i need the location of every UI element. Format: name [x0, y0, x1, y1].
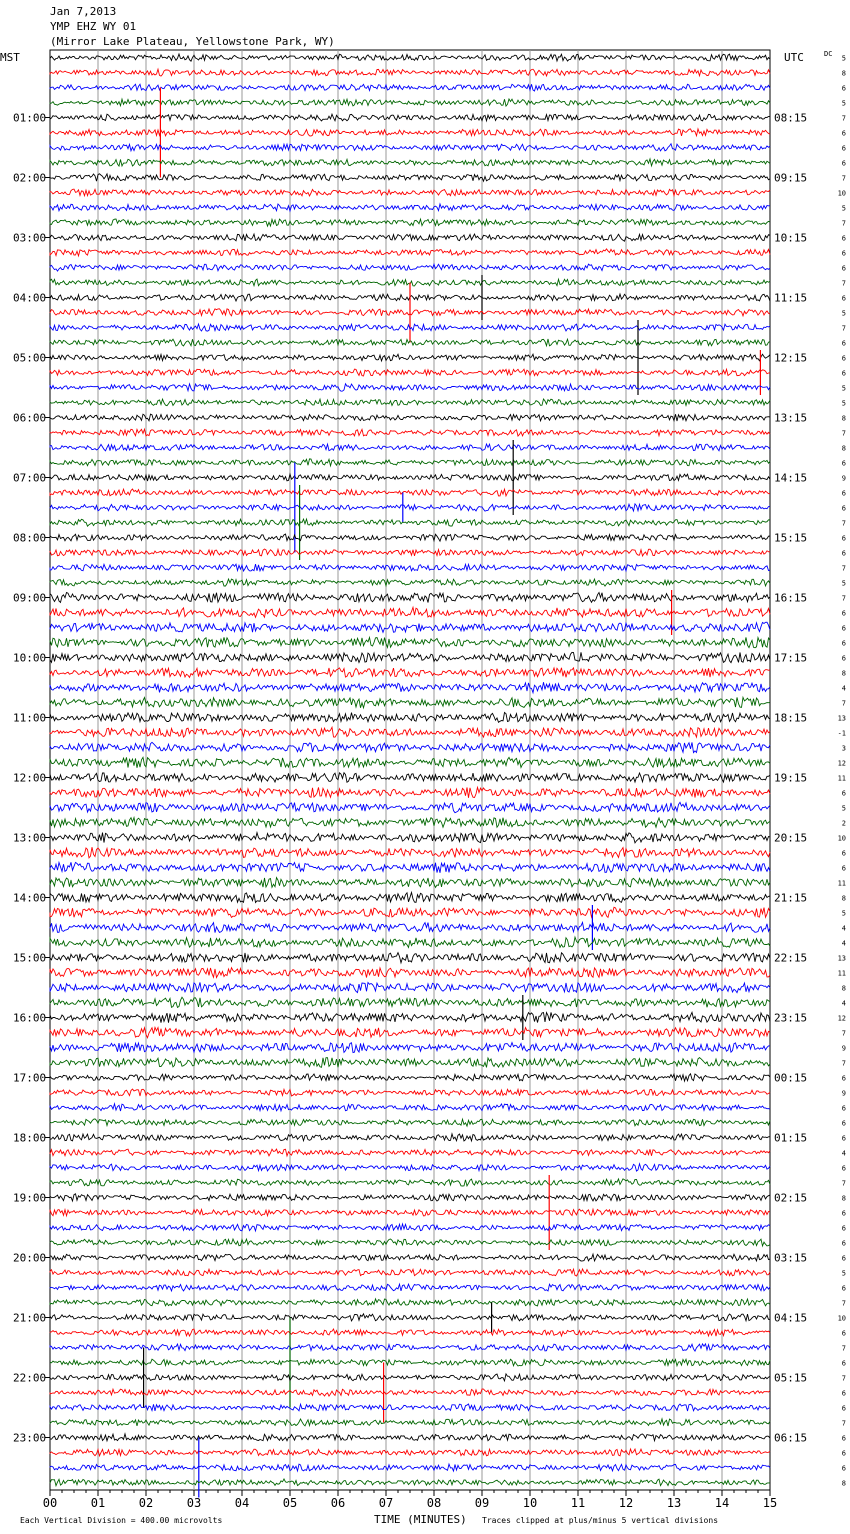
trace-row	[50, 1284, 770, 1291]
trace-row	[50, 713, 770, 723]
trace-row	[50, 159, 770, 166]
dc-offset-value: 7	[841, 1419, 846, 1428]
dc-offset-value: 6	[841, 249, 846, 258]
x-tick-label: 11	[570, 1496, 586, 1510]
trace-row	[50, 893, 770, 903]
dc-offset-value: 12	[837, 759, 846, 768]
left-hour-label: 14:00	[13, 891, 47, 905]
trace-row	[50, 219, 770, 226]
trace-row	[50, 534, 770, 541]
dc-offset-value: 6	[841, 369, 846, 378]
right-hour-label: 21:15	[774, 891, 808, 905]
dc-offset-value: 10	[837, 834, 846, 843]
trace-row	[50, 204, 770, 211]
dc-offset-value: 13	[837, 714, 846, 723]
dc-offset-value: 5	[841, 804, 846, 813]
dc-offset-value: 7	[841, 279, 846, 288]
dc-offset-value: 7	[841, 1179, 846, 1188]
dc-offset-value: 4	[841, 1149, 846, 1158]
dc-offset-value: 8	[841, 894, 846, 903]
trace-row	[50, 1374, 770, 1381]
dc-offset-value: 6	[841, 654, 846, 663]
dc-offset-value: 6	[841, 609, 846, 618]
dc-offset-value: 4	[841, 684, 846, 693]
trace-row	[50, 1058, 770, 1068]
trace-row	[50, 1344, 770, 1351]
dc-offset-value: 7	[841, 1029, 846, 1038]
dc-offset-value: 6	[841, 789, 846, 798]
left-hour-label: 12:00	[13, 771, 47, 785]
dc-offset-value: 7	[841, 699, 846, 708]
left-hour-label: 16:00	[13, 1011, 47, 1025]
trace-row	[50, 99, 770, 106]
dc-offset-value: 6	[841, 1389, 846, 1398]
left-hour-label: 20:00	[13, 1251, 47, 1265]
dc-offset-value: 7	[841, 429, 846, 438]
trace-row	[50, 593, 770, 603]
dc-offset-value: 7	[841, 1374, 846, 1383]
trace-row	[50, 84, 770, 91]
trace-row	[50, 399, 770, 406]
trace-row	[50, 1043, 770, 1053]
right-hour-label: 23:15	[774, 1011, 808, 1025]
trace-row	[50, 1239, 770, 1246]
trace-row	[50, 489, 770, 496]
left-hour-label: 15:00	[13, 951, 47, 965]
right-hour-label: 04:15	[774, 1311, 808, 1325]
trace-row	[50, 474, 770, 481]
dc-offset-value: 2	[841, 819, 846, 828]
trace-row	[50, 1314, 770, 1321]
right-hour-label: 03:15	[774, 1251, 808, 1265]
left-hour-label: 11:00	[13, 711, 47, 725]
dc-offset-value: 6	[841, 534, 846, 543]
right-hour-label: 01:15	[774, 1131, 808, 1145]
left-hour-label: 09:00	[13, 591, 47, 605]
trace-row	[50, 773, 770, 783]
dc-offset-value: 6	[841, 504, 846, 513]
right-hour-label: 09:15	[774, 171, 808, 185]
dc-label: DC	[824, 50, 833, 58]
x-tick-label: 14	[714, 1496, 730, 1510]
right-hour-label: 12:15	[774, 351, 808, 365]
trace-row	[50, 114, 770, 121]
dc-offset-value: 6	[841, 1464, 846, 1473]
trace-row	[50, 69, 770, 76]
right-hour-label: 19:15	[774, 771, 808, 785]
dc-offset-value: 8	[841, 669, 846, 678]
dc-offset-value: 6	[841, 639, 846, 648]
x-tick-label: 06	[330, 1496, 346, 1510]
right-hour-label: 11:15	[774, 291, 808, 305]
trace-row	[50, 1404, 770, 1411]
left-hour-label: 07:00	[13, 471, 47, 485]
dc-offset-value: 6	[841, 1434, 846, 1443]
x-tick-label: 07	[378, 1496, 394, 1510]
dc-offset-value: 11	[837, 969, 846, 978]
dc-offset-value: 6	[841, 459, 846, 468]
trace-row	[50, 1164, 770, 1171]
trace-row	[50, 1419, 770, 1426]
trace-row	[50, 444, 770, 451]
trace-row	[50, 579, 770, 586]
right-hour-label: 16:15	[774, 591, 808, 605]
dc-offset-value: 6	[841, 1254, 846, 1263]
trace-row	[50, 249, 770, 256]
dc-offset-value: 7	[841, 1299, 846, 1308]
trace-row	[50, 1359, 770, 1366]
dc-offset-value: 6	[841, 624, 846, 633]
dc-offset-value: 10	[837, 1314, 846, 1323]
dc-offset-value: 6	[841, 339, 846, 348]
dc-offset-value: 8	[841, 444, 846, 453]
trace-row	[50, 1464, 770, 1471]
trace-row	[50, 907, 770, 917]
dc-offset-value: 6	[841, 1404, 846, 1413]
dc-offset-value: 6	[841, 1074, 846, 1083]
left-hour-label: 18:00	[13, 1131, 47, 1145]
trace-row	[50, 787, 770, 797]
dc-offset-value: 6	[841, 1224, 846, 1233]
trace-row	[50, 1012, 770, 1022]
dc-offset-value: 7	[841, 1344, 846, 1353]
trace-row	[50, 459, 770, 466]
dc-offset-value: 6	[841, 1164, 846, 1173]
dc-offset-value: 11	[837, 774, 846, 783]
trace-row	[50, 757, 770, 768]
trace-row	[50, 668, 770, 678]
trace-row	[50, 384, 770, 391]
dc-offset-value: 6	[841, 1449, 846, 1458]
trace-row	[50, 1074, 770, 1081]
trace-row	[50, 818, 770, 828]
trace-row	[50, 802, 770, 812]
trace-row	[50, 1104, 770, 1111]
dc-offset-value: 6	[841, 1239, 846, 1248]
dc-offset-value: 6	[841, 159, 846, 168]
dc-offset-value: 8	[841, 414, 846, 423]
dc-offset-value: 6	[841, 1329, 846, 1338]
trace-row	[50, 982, 770, 992]
dc-offset-value: 5	[841, 99, 846, 108]
dc-offset-value: 6	[841, 1209, 846, 1218]
dc-offset-value: 9	[841, 1089, 846, 1098]
dc-offset-value: 5	[841, 399, 846, 408]
x-tick-label: 09	[474, 1496, 490, 1510]
x-tick-label: 04	[234, 1496, 250, 1510]
left-hour-label: 22:00	[13, 1371, 47, 1385]
dc-offset-value: 8	[841, 69, 846, 78]
right-hour-label: 05:15	[774, 1371, 808, 1385]
trace-row	[50, 189, 770, 196]
dc-offset-value: 6	[841, 354, 846, 363]
dc-offset-value: 6	[841, 144, 846, 153]
x-tick-label: 05	[282, 1496, 298, 1510]
x-tick-label: 01	[90, 1496, 106, 1510]
trace-row	[50, 1329, 770, 1336]
trace-row	[50, 1089, 770, 1096]
dc-offset-value: 9	[841, 474, 846, 483]
dc-offset-value: 5	[841, 54, 846, 63]
dc-offset-value: 6	[841, 1284, 846, 1293]
right-hour-label: 13:15	[774, 411, 808, 425]
trace-row	[50, 1479, 770, 1486]
trace-row	[50, 1269, 770, 1276]
trace-row	[50, 1389, 770, 1396]
dc-offset-value: 8	[841, 984, 846, 993]
dc-offset-value: 13	[837, 954, 846, 963]
right-hour-label: 00:15	[774, 1071, 808, 1085]
trace-row	[50, 968, 770, 978]
trace-row	[50, 414, 770, 421]
dc-offset-value: 7	[841, 519, 846, 528]
trace-row	[50, 878, 770, 888]
left-hour-label: 10:00	[13, 651, 47, 665]
trace-row	[50, 607, 770, 617]
left-hour-label: 03:00	[13, 231, 47, 245]
trace-row	[50, 144, 770, 151]
trace-row	[50, 234, 770, 241]
dc-offset-value: 6	[841, 849, 846, 858]
dc-offset-value: 6	[841, 1134, 846, 1143]
right-hour-label: 20:15	[774, 831, 808, 845]
x-tick-label: 08	[426, 1496, 442, 1510]
trace-row	[50, 697, 770, 707]
dc-offset-value: 7	[841, 564, 846, 573]
left-hour-label: 19:00	[13, 1191, 47, 1205]
trace-row	[50, 264, 770, 271]
trace-row	[50, 847, 770, 858]
dc-offset-value: 3	[841, 744, 846, 753]
trace-row	[50, 1224, 770, 1231]
right-axis-title: UTC	[784, 51, 804, 64]
right-hour-label: 08:15	[774, 111, 808, 125]
trace-row	[50, 54, 770, 61]
left-axis-title: MST	[0, 51, 20, 64]
location-label: (Mirror Lake Plateau, Yellowstone Park, WY)	[50, 35, 335, 48]
dc-offset-value: 7	[841, 1059, 846, 1068]
dc-offset-value: 5	[841, 384, 846, 393]
x-tick-label: 13	[666, 1496, 682, 1510]
trace-row	[50, 369, 770, 376]
trace-row	[50, 922, 770, 932]
left-hour-label: 05:00	[13, 351, 47, 365]
dc-offset-value: 6	[841, 264, 846, 273]
dc-offset-value: 6	[841, 489, 846, 498]
trace-row	[50, 1254, 770, 1261]
x-axis-title: TIME (MINUTES)	[374, 1513, 467, 1526]
trace-row	[50, 862, 770, 873]
dc-offset-value: 6	[841, 129, 846, 138]
right-hour-label: 02:15	[774, 1191, 808, 1205]
right-hour-label: 15:15	[774, 531, 808, 545]
left-hour-label: 01:00	[13, 111, 47, 125]
dc-offset-value: 5	[841, 204, 846, 213]
dc-offset-value: 5	[841, 309, 846, 318]
trace-row	[50, 354, 770, 361]
trace-row	[50, 1299, 770, 1306]
dc-offset-value: 7	[841, 324, 846, 333]
trace-row	[50, 937, 770, 947]
dc-offset-value: 11	[837, 879, 846, 888]
right-hour-label: 14:15	[774, 471, 808, 485]
dc-offset-value: 4	[841, 924, 846, 933]
left-hour-label: 21:00	[13, 1311, 47, 1325]
dc-offset-value: 5	[841, 909, 846, 918]
dc-offset-value: 4	[841, 939, 846, 948]
station-label: YMP EHZ WY 01	[50, 20, 137, 33]
trace-row	[50, 1179, 770, 1186]
trace-row	[50, 652, 770, 662]
trace-row	[50, 682, 770, 693]
dc-offset-value: 10	[837, 189, 846, 198]
x-tick-label: 03	[186, 1496, 202, 1510]
dc-offset-value: 4	[841, 999, 846, 1008]
trace-row	[50, 504, 770, 511]
trace-row	[50, 997, 770, 1007]
trace-row	[50, 953, 770, 963]
trace-row	[50, 429, 770, 436]
dc-offset-value: 6	[841, 234, 846, 243]
x-tick-label: 02	[138, 1496, 154, 1510]
trace-row	[50, 1119, 770, 1126]
clip-note: Traces clipped at plus/minus 5 vertical divisions	[482, 1516, 719, 1525]
dc-offset-value: 7	[841, 594, 846, 603]
left-hour-label: 06:00	[13, 411, 47, 425]
trace-row	[50, 1434, 770, 1441]
dc-offset-value: 12	[837, 1014, 846, 1023]
x-tick-label: 10	[522, 1496, 538, 1510]
dc-offset-value: -1	[837, 729, 846, 738]
dc-offset-value: 8	[841, 1479, 846, 1488]
dc-offset-value: 7	[841, 174, 846, 183]
trace-row	[50, 1449, 770, 1456]
right-hour-label: 17:15	[774, 651, 808, 665]
date-label: Jan 7,2013	[50, 5, 117, 18]
x-tick-label: 12	[618, 1496, 634, 1510]
trace-row	[50, 622, 770, 632]
left-hour-label: 02:00	[13, 171, 47, 185]
trace-row	[50, 637, 770, 647]
trace-row	[50, 129, 770, 136]
dc-offset-value: 6	[841, 1104, 846, 1113]
trace-row	[50, 1149, 770, 1156]
dc-offset-value: 6	[841, 1359, 846, 1368]
dc-offset-value: 6	[841, 84, 846, 93]
x-tick-label: 15	[762, 1496, 778, 1510]
dc-offset-value: 7	[841, 219, 846, 228]
dc-offset-value: 8	[841, 1194, 846, 1203]
dc-offset-value: 5	[841, 1269, 846, 1278]
trace-row	[50, 1134, 770, 1141]
left-hour-label: 08:00	[13, 531, 47, 545]
left-hour-label: 23:00	[13, 1431, 47, 1445]
dc-offset-value: 5	[841, 579, 846, 588]
right-hour-label: 06:15	[774, 1431, 808, 1445]
x-tick-label: 00	[42, 1496, 58, 1510]
trace-row	[50, 1194, 770, 1201]
scale-note: Each Vertical Division = 400.00 microvolts	[20, 1516, 223, 1525]
trace-row	[50, 833, 770, 843]
left-hour-label: 17:00	[13, 1071, 47, 1085]
dc-offset-value: 6	[841, 864, 846, 873]
trace-row	[50, 564, 770, 571]
dc-offset-value: 6	[841, 1119, 846, 1128]
trace-row	[50, 549, 770, 556]
trace-row	[50, 1209, 770, 1216]
trace-row	[50, 727, 770, 737]
trace-row	[50, 1027, 770, 1037]
trace-row	[50, 742, 770, 752]
left-hour-label: 13:00	[13, 831, 47, 845]
dc-offset-value: 6	[841, 549, 846, 558]
trace-row	[50, 519, 770, 526]
dc-offset-value: 7	[841, 114, 846, 123]
dc-offset-value: 6	[841, 294, 846, 303]
right-hour-label: 18:15	[774, 711, 808, 725]
right-hour-label: 22:15	[774, 951, 808, 965]
trace-row	[50, 174, 770, 181]
dc-offset-value: 9	[841, 1044, 846, 1053]
right-hour-label: 10:15	[774, 231, 808, 245]
left-hour-label: 04:00	[13, 291, 47, 305]
